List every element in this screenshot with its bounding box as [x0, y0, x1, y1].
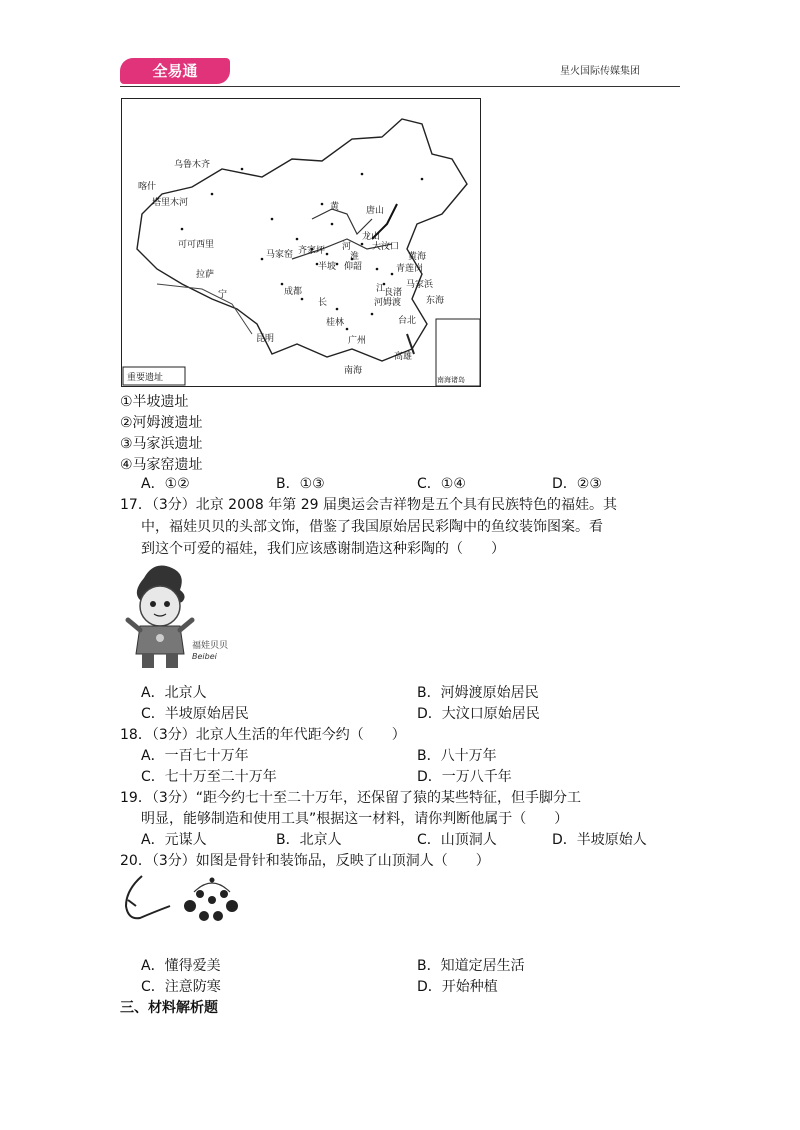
q19-option-b: B．北京人 [276, 832, 342, 848]
q16-option-b: B．①③ [276, 476, 325, 492]
map-label: 齐家坪 [298, 246, 326, 256]
map-label: 淮 [350, 252, 360, 262]
map-label: 河 [342, 242, 352, 252]
q19-option-d: D．半坡原始人 [552, 832, 647, 848]
q16-item: ②河姆渡遗址 [120, 415, 203, 431]
map-label: 喀什 [138, 182, 157, 192]
q17-option-d: D．大汶口原始居民 [417, 706, 540, 722]
brand-logo: 全易通 [120, 58, 230, 84]
q18-stem-line: 18．（3分）北京人生活的年代距今约（ ） [120, 727, 406, 743]
q20-option-b: B．知道定居生活 [417, 958, 525, 974]
mascot-subcaption: Beibei [192, 652, 217, 661]
q16-option-d: D．②③ [552, 476, 602, 492]
q16-option-c: C．①④ [417, 476, 466, 492]
map-label: 东海 [426, 296, 445, 306]
map-label: 乌鲁木齐 [174, 160, 211, 170]
map-label: 黄海 [408, 252, 427, 262]
mascot-caption: 福娃贝贝 [192, 641, 229, 651]
china-archaeology-map [121, 98, 481, 387]
q19-stem-line: 明显，能够制造和使用工具”根据这一材料，请你判断他属于（ ） [141, 811, 569, 827]
q17-stem-line: 到这个可爱的福娃，我们应该感谢制造这种彩陶的（ ） [141, 541, 505, 557]
q18-option-b: B．八十万年 [417, 748, 497, 764]
map-label: 塔里木河 [152, 198, 189, 208]
q16-option-a: A．①② [141, 476, 190, 492]
map-label: 台北 [398, 316, 417, 326]
q17-stem-line: 中，福娃贝贝的头部文饰，借鉴了我国原始居民彩陶中的鱼纹装饰图案。看 [141, 519, 603, 535]
map-label: 可可西里 [178, 240, 215, 250]
q17-option-b: B．河姆渡原始居民 [417, 685, 539, 701]
q16-item: ④马家窑遗址 [120, 457, 203, 473]
q20-option-c: C．注意防寒 [141, 979, 221, 995]
q17-option-a: A．北京人 [141, 685, 207, 701]
q16-item: ③马家浜遗址 [120, 436, 203, 452]
q19-option-c: C．山顶洞人 [417, 832, 497, 848]
map-label: 长 [318, 298, 328, 308]
section-heading: 三、材料解析题 [120, 1000, 218, 1016]
header-divider [120, 86, 680, 87]
map-legend: 重要遗址 [127, 373, 164, 383]
fuwa-beibei-image [124, 560, 196, 672]
map-label: 江 [376, 284, 386, 294]
q18-option-a: A．一百七十万年 [141, 748, 249, 764]
map-label: 马家浜 [406, 280, 434, 290]
map-label: 仰韶 [344, 262, 363, 272]
map-label: 黄 [330, 202, 340, 212]
map-label: 大汶口 [372, 242, 400, 252]
map-label: 成都 [284, 287, 303, 297]
q20-option-a: A．懂得爱美 [141, 958, 221, 974]
map-inset-label: 南海诸岛 [437, 376, 465, 384]
map-label: 半坡 [318, 262, 337, 272]
q16-item: ①半坡遗址 [120, 394, 189, 410]
q19-option-a: A．元谋人 [141, 832, 207, 848]
map-label: 龙山 [362, 232, 381, 242]
map-label: 河姆渡 [374, 298, 402, 308]
bone-needle-ornament-image [120, 872, 240, 930]
map-label: 桂林 [326, 318, 345, 328]
q17-stem-line: 17．（3分）北京 2008 年第 29 届奥运会吉祥物是五个具有民族特色的福娃。其 [120, 497, 617, 513]
map-label: 良渚 [384, 288, 403, 298]
q20-stem-line: 20．（3分）如图是骨针和装饰品，反映了山顶洞人（ ） [120, 853, 490, 869]
q18-option-d: D．一万八千年 [417, 769, 512, 785]
map-label: 马家窑 [266, 250, 294, 260]
map-label: 宁 [218, 290, 228, 300]
map-label: 唐山 [366, 206, 385, 216]
map-label: 昆明 [256, 334, 275, 344]
q20-option-d: D．开始种植 [417, 979, 498, 995]
fuwa-beibei-drawing [124, 560, 196, 672]
q19-stem-line: 19．（3分）“距今约七十至二十万年，还保留了猿的某些特征，但手脚分工 [120, 790, 581, 806]
map-label: 青莲岗 [396, 264, 424, 274]
map-label: 高雄 [394, 352, 413, 362]
map-label: 南海 [344, 366, 363, 376]
map-label: 拉萨 [196, 270, 215, 280]
bone-needle-drawing [120, 872, 240, 930]
company-name: 星火国际传媒集团 [560, 66, 640, 77]
q17-option-c: C．半坡原始居民 [141, 706, 249, 722]
q18-option-c: C．七十万至二十万年 [141, 769, 277, 785]
map-label: 广州 [348, 336, 367, 346]
